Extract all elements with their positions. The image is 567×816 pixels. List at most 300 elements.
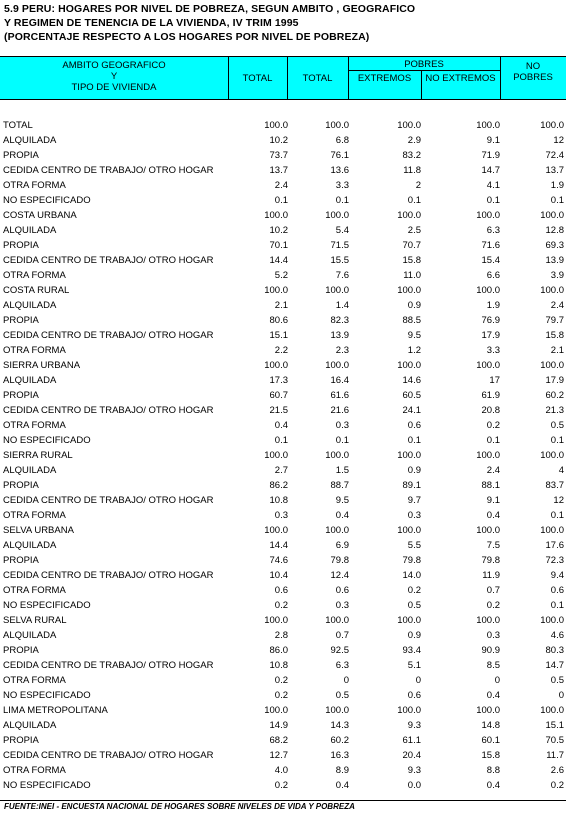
table-row bbox=[0, 373, 566, 388]
cell-value: 17.9 bbox=[545, 375, 564, 386]
cell-value: 9.3 bbox=[407, 765, 421, 776]
cell-value: 100.0 bbox=[325, 285, 349, 296]
cell-value: 8.5 bbox=[486, 660, 500, 671]
table-row bbox=[0, 658, 566, 673]
cell-value: 0.1 bbox=[407, 195, 421, 206]
table-row bbox=[0, 673, 566, 688]
cell-value: 0.6 bbox=[550, 585, 564, 596]
table-row bbox=[0, 133, 566, 148]
cell-value: 71.9 bbox=[481, 150, 500, 161]
cell-value: 88.5 bbox=[402, 315, 421, 326]
table-row bbox=[0, 478, 566, 493]
table-row bbox=[0, 283, 566, 298]
cell-value: 15.8 bbox=[545, 330, 564, 341]
cell-value: 83.7 bbox=[545, 480, 564, 491]
cell-value: 9.5 bbox=[335, 495, 349, 506]
row-label: OTRA FORMA bbox=[3, 765, 66, 776]
row-label: NO ESPECIFICADO bbox=[3, 780, 91, 791]
cell-value: 0.3 bbox=[335, 600, 349, 611]
cell-value: 86.2 bbox=[269, 480, 288, 491]
cell-value: 74.6 bbox=[269, 555, 288, 566]
cell-value: 0.5 bbox=[550, 420, 564, 431]
cell-value: 92.5 bbox=[330, 645, 349, 656]
cell-value: 0.1 bbox=[550, 600, 564, 611]
cell-value: 0.4 bbox=[486, 690, 500, 701]
cell-value: 100.0 bbox=[264, 450, 288, 461]
cell-value: 0.1 bbox=[486, 195, 500, 206]
cell-value: 20.8 bbox=[481, 405, 500, 416]
cell-value: 0.2 bbox=[407, 585, 421, 596]
cell-value: 0.1 bbox=[274, 435, 288, 446]
table-row bbox=[0, 343, 566, 358]
cell-value: 17 bbox=[489, 375, 500, 386]
cell-value: 73.7 bbox=[269, 150, 288, 161]
cell-value: 100.0 bbox=[325, 705, 349, 716]
row-label: PROPIA bbox=[3, 480, 39, 491]
cell-value: 0.5 bbox=[407, 600, 421, 611]
cell-value: 1.9 bbox=[486, 300, 500, 311]
cell-value: 0.9 bbox=[407, 630, 421, 641]
cell-value: 2.4 bbox=[274, 180, 288, 191]
cell-value: 86.0 bbox=[269, 645, 288, 656]
cell-value: 14.0 bbox=[402, 570, 421, 581]
table-row bbox=[0, 493, 566, 508]
row-label: PROPIA bbox=[3, 150, 39, 161]
cell-value: 0.1 bbox=[407, 435, 421, 446]
cell-value: 15.1 bbox=[545, 720, 564, 731]
cell-value: 100.0 bbox=[264, 285, 288, 296]
cell-value: 9.4 bbox=[550, 570, 564, 581]
cell-value: 0 bbox=[415, 675, 421, 686]
cell-value: 100.0 bbox=[325, 615, 349, 626]
cell-value: 14.9 bbox=[269, 720, 288, 731]
row-label: SIERRA RURAL bbox=[3, 450, 73, 461]
title-line-1: 5.9 PERU: HOGARES POR NIVEL DE POBREZA, SEGUN AMBITO , GEOGRAFICO bbox=[4, 3, 416, 15]
cell-value: 68.2 bbox=[269, 735, 288, 746]
table-row bbox=[0, 523, 566, 538]
cell-value: 100.0 bbox=[476, 285, 500, 296]
cell-value: 9.1 bbox=[486, 495, 500, 506]
cell-value: 8.9 bbox=[335, 765, 349, 776]
cell-value: 0.1 bbox=[486, 435, 500, 446]
row-label: CEDIDA CENTRO DE TRABAJO/ OTRO HOGAR bbox=[3, 165, 214, 176]
cell-value: 0.7 bbox=[335, 630, 349, 641]
cell-value: 100.0 bbox=[264, 615, 288, 626]
cell-value: 6.3 bbox=[335, 660, 349, 671]
table-row bbox=[0, 538, 566, 553]
cell-value: 0 bbox=[343, 675, 349, 686]
table-body bbox=[0, 118, 566, 793]
cell-value: 15.8 bbox=[402, 255, 421, 266]
table-row bbox=[0, 358, 566, 373]
cell-value: 17.3 bbox=[269, 375, 288, 386]
cell-value: 5.1 bbox=[407, 660, 421, 671]
row-label: ALQUILADA bbox=[3, 465, 57, 476]
cell-value: 12.8 bbox=[545, 225, 564, 236]
cell-value: 3.9 bbox=[550, 270, 564, 281]
table-row bbox=[0, 313, 566, 328]
cell-value: 20.4 bbox=[402, 750, 421, 761]
cell-value: 2.1 bbox=[550, 345, 564, 356]
cell-value: 14.6 bbox=[402, 375, 421, 386]
row-label: SELVA RURAL bbox=[3, 615, 67, 626]
cell-value: 100.0 bbox=[476, 120, 500, 131]
cell-value: 100.0 bbox=[397, 285, 421, 296]
table-row bbox=[0, 433, 566, 448]
table-row bbox=[0, 508, 566, 523]
header-total-2: TOTAL bbox=[302, 73, 333, 84]
cell-value: 12 bbox=[553, 495, 564, 506]
cell-value: 0.6 bbox=[407, 420, 421, 431]
footer-rule bbox=[0, 800, 566, 801]
cell-value: 21.6 bbox=[330, 405, 349, 416]
table-row bbox=[0, 568, 566, 583]
cell-value: 15.1 bbox=[269, 330, 288, 341]
cell-value: 72.3 bbox=[545, 555, 564, 566]
cell-value: 79.8 bbox=[330, 555, 349, 566]
row-label: CEDIDA CENTRO DE TRABAJO/ OTRO HOGAR bbox=[3, 750, 214, 761]
cell-value: 100.0 bbox=[264, 525, 288, 536]
cell-value: 76.9 bbox=[481, 315, 500, 326]
cell-value: 10.4 bbox=[269, 570, 288, 581]
row-label: NO ESPECIFICADO bbox=[3, 600, 91, 611]
source-note: FUENTE:INEI - ENCUESTA NACIONAL DE HOGARES SOBRE NIVELES DE VIDA Y POBREZA bbox=[4, 802, 355, 811]
cell-value: 5.2 bbox=[274, 270, 288, 281]
cell-value: 0.6 bbox=[407, 690, 421, 701]
cell-value: 100.0 bbox=[540, 360, 564, 371]
cell-value: 71.6 bbox=[481, 240, 500, 251]
row-label: OTRA FORMA bbox=[3, 510, 66, 521]
cell-value: 100.0 bbox=[540, 120, 564, 131]
row-label: OTRA FORMA bbox=[3, 345, 66, 356]
cell-value: 8.8 bbox=[486, 765, 500, 776]
cell-value: 12.7 bbox=[269, 750, 288, 761]
cell-value: 100.0 bbox=[476, 360, 500, 371]
table-row bbox=[0, 463, 566, 478]
cell-value: 71.5 bbox=[330, 240, 349, 251]
table-row bbox=[0, 703, 566, 718]
cell-value: 0.2 bbox=[486, 420, 500, 431]
table-row bbox=[0, 748, 566, 763]
row-label: COSTA URBANA bbox=[3, 210, 77, 221]
cell-value: 21.5 bbox=[269, 405, 288, 416]
table-row bbox=[0, 418, 566, 433]
row-label: PROPIA bbox=[3, 555, 39, 566]
cell-value: 100.0 bbox=[540, 705, 564, 716]
cell-value: 100.0 bbox=[397, 525, 421, 536]
row-label: PROPIA bbox=[3, 735, 39, 746]
row-label: ALQUILADA bbox=[3, 375, 57, 386]
cell-value: 13.7 bbox=[545, 165, 564, 176]
row-label: CEDIDA CENTRO DE TRABAJO/ OTRO HOGAR bbox=[3, 495, 214, 506]
row-label: OTRA FORMA bbox=[3, 585, 66, 596]
cell-value: 0.6 bbox=[274, 585, 288, 596]
cell-value: 0.2 bbox=[274, 780, 288, 791]
cell-value: 6.3 bbox=[486, 225, 500, 236]
table-row bbox=[0, 163, 566, 178]
cell-value: 7.5 bbox=[486, 540, 500, 551]
cell-value: 61.6 bbox=[330, 390, 349, 401]
cell-value: 79.7 bbox=[545, 315, 564, 326]
cell-value: 16.3 bbox=[330, 750, 349, 761]
cell-value: 89.1 bbox=[402, 480, 421, 491]
row-label: PROPIA bbox=[3, 390, 39, 401]
cell-value: 100.0 bbox=[325, 210, 349, 221]
table-row bbox=[0, 193, 566, 208]
cell-value: 0.2 bbox=[550, 780, 564, 791]
table-row bbox=[0, 613, 566, 628]
cell-value: 79.8 bbox=[481, 555, 500, 566]
table-row bbox=[0, 178, 566, 193]
cell-value: 100.0 bbox=[397, 120, 421, 131]
cell-value: 14.7 bbox=[481, 165, 500, 176]
cell-value: 72.4 bbox=[545, 150, 564, 161]
cell-value: 2.5 bbox=[407, 225, 421, 236]
cell-value: 100.0 bbox=[325, 525, 349, 536]
row-label: CEDIDA CENTRO DE TRABAJO/ OTRO HOGAR bbox=[3, 660, 214, 671]
cell-value: 0 bbox=[558, 690, 564, 701]
row-label: CEDIDA CENTRO DE TRABAJO/ OTRO HOGAR bbox=[3, 405, 214, 416]
cell-value: 14.3 bbox=[330, 720, 349, 731]
cell-value: 0.9 bbox=[407, 300, 421, 311]
table-row bbox=[0, 628, 566, 643]
cell-value: 100.0 bbox=[397, 615, 421, 626]
cell-value: 2.8 bbox=[274, 630, 288, 641]
table-row bbox=[0, 148, 566, 163]
cell-value: 4 bbox=[558, 465, 564, 476]
cell-value: 0.4 bbox=[335, 510, 349, 521]
cell-value: 15.4 bbox=[481, 255, 500, 266]
title-line-3: (PORCENTAJE RESPECTO A LOS HOGARES POR NIVEL DE POBREZA) bbox=[4, 31, 370, 43]
cell-value: 79.8 bbox=[402, 555, 421, 566]
row-label: NO ESPECIFICADO bbox=[3, 195, 91, 206]
cell-value: 0.7 bbox=[486, 585, 500, 596]
cell-value: 60.2 bbox=[545, 390, 564, 401]
table-row bbox=[0, 778, 566, 793]
cell-value: 10.2 bbox=[269, 225, 288, 236]
cell-value: 11.8 bbox=[403, 165, 421, 176]
cell-value: 0.1 bbox=[550, 510, 564, 521]
header-extremos: EXTREMOS bbox=[357, 73, 412, 84]
cell-value: 17.9 bbox=[481, 330, 500, 341]
table-row bbox=[0, 643, 566, 658]
cell-value: 69.3 bbox=[545, 240, 564, 251]
cell-value: 83.2 bbox=[402, 150, 421, 161]
cell-value: 0.9 bbox=[407, 465, 421, 476]
cell-value: 0.2 bbox=[274, 600, 288, 611]
cell-value: 100.0 bbox=[397, 360, 421, 371]
cell-value: 76.1 bbox=[330, 150, 349, 161]
cell-value: 0 bbox=[494, 675, 500, 686]
cell-value: 11.9 bbox=[482, 570, 500, 581]
row-label: CEDIDA CENTRO DE TRABAJO/ OTRO HOGAR bbox=[3, 570, 214, 581]
row-label: OTRA FORMA bbox=[3, 270, 66, 281]
cell-value: 100.0 bbox=[476, 705, 500, 716]
cell-value: 2.4 bbox=[486, 465, 500, 476]
cell-value: 100.0 bbox=[540, 285, 564, 296]
cell-value: 100.0 bbox=[476, 615, 500, 626]
table-title bbox=[4, 2, 415, 44]
cell-value: 100.0 bbox=[540, 210, 564, 221]
cell-value: 9.5 bbox=[407, 330, 421, 341]
row-label: ALQUILADA bbox=[3, 225, 57, 236]
cell-value: 61.9 bbox=[481, 390, 500, 401]
cell-value: 0.6 bbox=[335, 585, 349, 596]
cell-value: 60.1 bbox=[481, 735, 500, 746]
cell-value: 9.1 bbox=[486, 135, 500, 146]
table-row bbox=[0, 718, 566, 733]
row-label: CEDIDA CENTRO DE TRABAJO/ OTRO HOGAR bbox=[3, 255, 214, 266]
cell-value: 100.0 bbox=[264, 120, 288, 131]
row-label: PROPIA bbox=[3, 315, 39, 326]
cell-value: 60.5 bbox=[402, 390, 421, 401]
header-divider bbox=[348, 70, 500, 71]
cell-value: 10.8 bbox=[269, 495, 288, 506]
cell-value: 0.1 bbox=[550, 435, 564, 446]
cell-value: 1.5 bbox=[335, 465, 349, 476]
cell-value: 2.2 bbox=[274, 345, 288, 356]
cell-value: 70.1 bbox=[269, 240, 288, 251]
cell-value: 0.4 bbox=[486, 780, 500, 791]
cell-value: 2.1 bbox=[274, 300, 288, 311]
row-label: ALQUILADA bbox=[3, 720, 57, 731]
cell-value: 2.3 bbox=[335, 345, 349, 356]
cell-value: 100.0 bbox=[325, 450, 349, 461]
cell-value: 2.7 bbox=[274, 465, 288, 476]
row-label: COSTA RURAL bbox=[3, 285, 70, 296]
cell-value: 3.3 bbox=[335, 180, 349, 191]
table-row bbox=[0, 223, 566, 238]
table-row bbox=[0, 403, 566, 418]
table-row bbox=[0, 118, 566, 133]
cell-value: 16.4 bbox=[330, 375, 349, 386]
cell-value: 5.5 bbox=[407, 540, 421, 551]
cell-value: 0.3 bbox=[274, 510, 288, 521]
cell-value: 0.1 bbox=[274, 195, 288, 206]
row-label: ALQUILADA bbox=[3, 300, 57, 311]
row-label: LIMA METROPOLITANA bbox=[3, 705, 108, 716]
cell-value: 60.7 bbox=[269, 390, 288, 401]
cell-value: 6.8 bbox=[335, 135, 349, 146]
cell-value: 10.2 bbox=[269, 135, 288, 146]
cell-value: 14.4 bbox=[269, 540, 288, 551]
row-label: SIERRA URBANA bbox=[3, 360, 81, 371]
row-label: OTRA FORMA bbox=[3, 675, 66, 686]
cell-value: 17.6 bbox=[545, 540, 564, 551]
table-row bbox=[0, 733, 566, 748]
row-label: OTRA FORMA bbox=[3, 420, 66, 431]
cell-value: 13.7 bbox=[269, 165, 288, 176]
cell-value: 13.9 bbox=[545, 255, 564, 266]
cell-value: 100.0 bbox=[476, 450, 500, 461]
table-row bbox=[0, 268, 566, 283]
cell-value: 0.3 bbox=[486, 630, 500, 641]
cell-value: 60.2 bbox=[330, 735, 349, 746]
cell-value: 15.5 bbox=[330, 255, 349, 266]
cell-value: 1.9 bbox=[550, 180, 564, 191]
cell-value: 100.0 bbox=[540, 525, 564, 536]
cell-value: 100.0 bbox=[264, 360, 288, 371]
cell-value: 10.8 bbox=[269, 660, 288, 671]
cell-value: 100.0 bbox=[476, 525, 500, 536]
cell-value: 9.7 bbox=[407, 495, 421, 506]
table-row bbox=[0, 448, 566, 463]
cell-value: 0.2 bbox=[274, 690, 288, 701]
cell-value: 90.9 bbox=[481, 645, 500, 656]
table-row bbox=[0, 238, 566, 253]
cell-value: 100.0 bbox=[397, 705, 421, 716]
cell-value: 100.0 bbox=[540, 615, 564, 626]
cell-value: 13.9 bbox=[330, 330, 349, 341]
header-pobres: POBRES bbox=[404, 59, 444, 70]
cell-value: 0.1 bbox=[335, 435, 349, 446]
cell-value: 0.3 bbox=[407, 510, 421, 521]
cell-value: 0.1 bbox=[335, 195, 349, 206]
cell-value: 4.6 bbox=[550, 630, 564, 641]
header-no-pobres: NO POBRES bbox=[513, 61, 553, 83]
row-label: NO ESPECIFICADO bbox=[3, 690, 91, 701]
cell-value: 3.3 bbox=[486, 345, 500, 356]
cell-value: 61.1 bbox=[402, 735, 421, 746]
cell-value: 100.0 bbox=[397, 450, 421, 461]
cell-value: 6.6 bbox=[486, 270, 500, 281]
cell-value: 2.4 bbox=[550, 300, 564, 311]
cell-value: 70.5 bbox=[545, 735, 564, 746]
table-row bbox=[0, 208, 566, 223]
cell-value: 2 bbox=[415, 180, 421, 191]
row-label: ALQUILADA bbox=[3, 540, 57, 551]
table-row bbox=[0, 253, 566, 268]
table-row bbox=[0, 328, 566, 343]
cell-value: 7.6 bbox=[335, 270, 349, 281]
cell-value: 13.6 bbox=[330, 165, 349, 176]
cell-value: 1.2 bbox=[407, 345, 421, 356]
cell-value: 14.8 bbox=[481, 720, 500, 731]
cell-value: 0.4 bbox=[486, 510, 500, 521]
cell-value: 11.0 bbox=[403, 270, 421, 281]
table-row bbox=[0, 298, 566, 313]
cell-value: 80.6 bbox=[269, 315, 288, 326]
row-label: OTRA FORMA bbox=[3, 180, 66, 191]
cell-value: 80.3 bbox=[545, 645, 564, 656]
cell-value: 11.7 bbox=[546, 750, 564, 761]
cell-value: 0.0 bbox=[407, 780, 421, 791]
cell-value: 6.9 bbox=[335, 540, 349, 551]
cell-value: 0.4 bbox=[335, 780, 349, 791]
cell-value: 100.0 bbox=[264, 705, 288, 716]
row-label: NO ESPECIFICADO bbox=[3, 435, 91, 446]
table-row bbox=[0, 388, 566, 403]
table-row bbox=[0, 553, 566, 568]
cell-value: 0.1 bbox=[550, 195, 564, 206]
cell-value: 12.4 bbox=[330, 570, 349, 581]
title-line-2: Y REGIMEN DE TENENCIA DE LA VIVIENDA, IV TRIM 1995 bbox=[4, 17, 299, 29]
row-label: TOTAL bbox=[3, 120, 33, 131]
cell-value: 2.9 bbox=[407, 135, 421, 146]
row-label: PROPIA bbox=[3, 645, 39, 656]
cell-value: 88.7 bbox=[330, 480, 349, 491]
cell-value: 4.0 bbox=[274, 765, 288, 776]
table-row bbox=[0, 583, 566, 598]
cell-value: 100.0 bbox=[325, 360, 349, 371]
cell-value: 0.5 bbox=[335, 690, 349, 701]
cell-value: 100.0 bbox=[397, 210, 421, 221]
header-no-extremos: NO EXTREMOS bbox=[425, 73, 496, 84]
cell-value: 70.7 bbox=[402, 240, 421, 251]
cell-value: 0.4 bbox=[274, 420, 288, 431]
cell-value: 15.8 bbox=[481, 750, 500, 761]
row-label: ALQUILADA bbox=[3, 630, 57, 641]
